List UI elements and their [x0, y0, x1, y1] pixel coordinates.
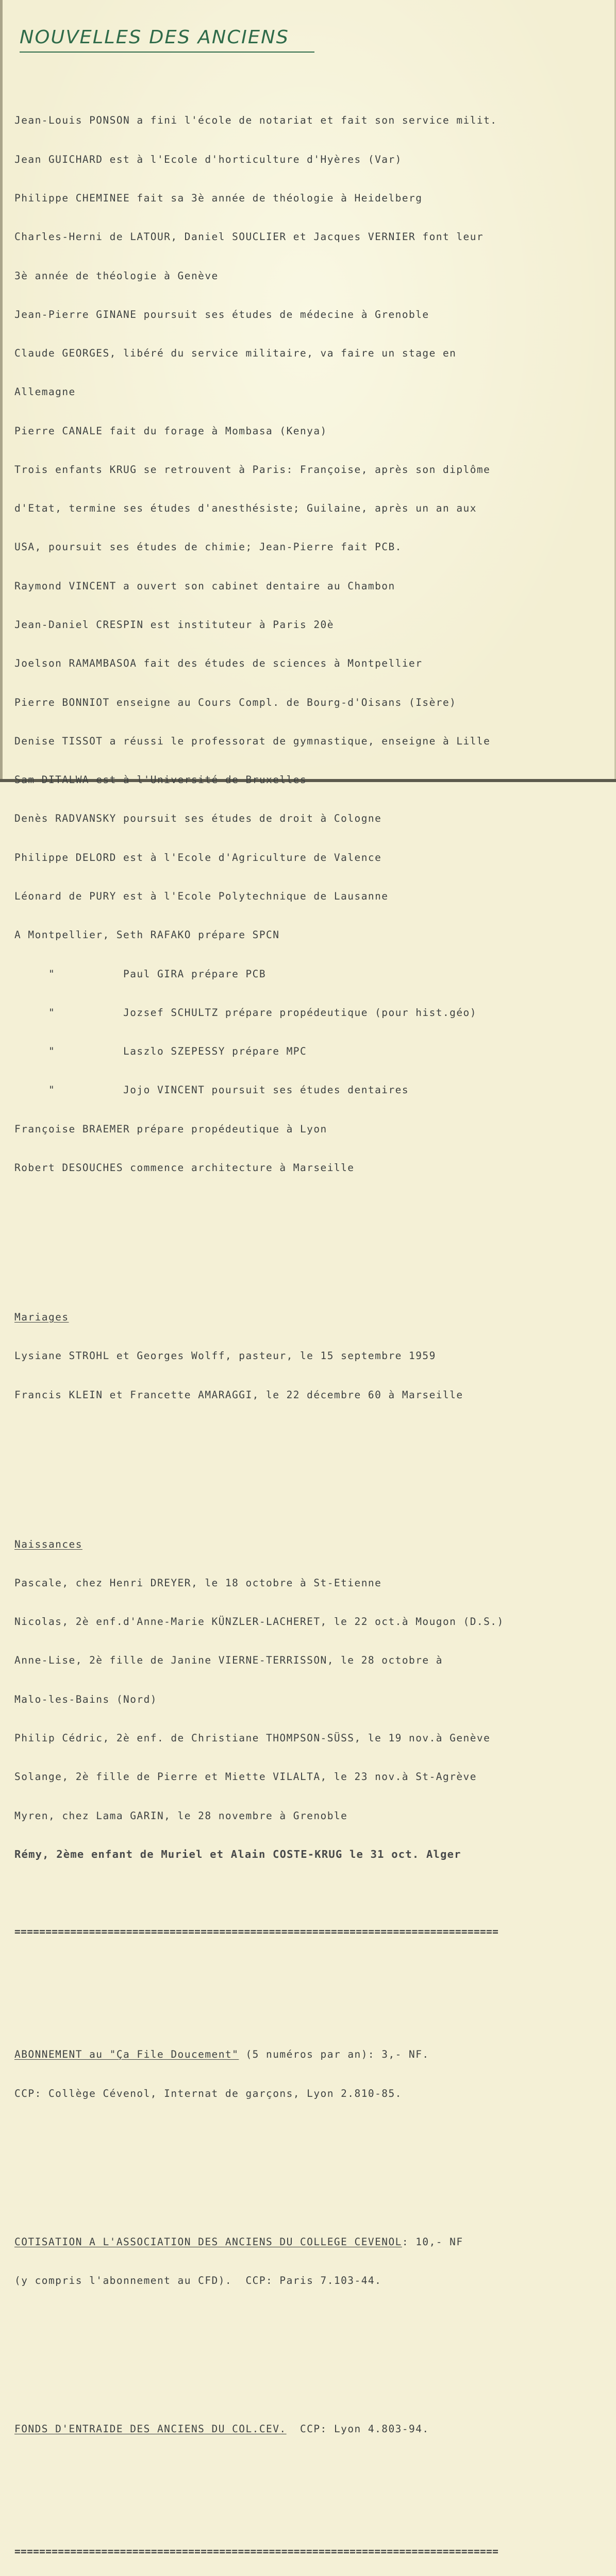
title-block — [20, 27, 290, 48]
news-line: " Laszlo SZEPESSY prépare MPC — [14, 1045, 307, 1058]
news-line: " Paul GIRA prépare PCB — [14, 968, 267, 980]
news-line: Robert DESOUCHES commence architecture à Marseille — [14, 1161, 355, 1174]
naissance-line: Pascale, chez Henri DREYER, le 18 octobre à St-Etienne — [14, 1577, 382, 1589]
news-line: 3è année de théologie à Genève — [14, 269, 219, 282]
news-line: Philippe DELORD est à l'Ecole d'Agriculture de Valence — [14, 851, 382, 863]
abonnement-price: (5 numéros par an): 3,- NF. — [239, 2048, 429, 2061]
abonnement-line — [14, 2048, 607, 2061]
news-line: Léonard de PURY est à l'Ecole Polytechnique de Lausanne — [14, 890, 389, 902]
spacer — [14, 2500, 607, 2506]
naissance-line: Nicolas, 2è enf.d'Anne-Marie KÜNZLER-LACHERET, le 22 oct.à Mougon (D.S.) — [14, 1616, 504, 1628]
news-line: Joelson RAMAMBASOA fait des études de sciences à Montpellier — [14, 657, 423, 670]
naissance-line: Malo-les-Bains (Nord) — [14, 1693, 157, 1705]
news-line: Pierre BONNIOT enseigne au Cours Compl. de Bourg-d'Oisans (Isère) — [14, 696, 457, 708]
abonnement-label: ABONNEMENT au "Ça File Doucement" — [14, 2048, 239, 2061]
mariage-line: Francis KLEIN et Francette AMARAGGI, le 22 décembre 60 à Marseille — [14, 1388, 463, 1401]
news-line: Trois enfants KRUG se retrouvent à Paris: Françoise, après son diplôme — [14, 463, 491, 476]
news-line: Françoise BRAEMER prépare propédeutique à Lyon — [14, 1123, 327, 1135]
separator-rule: ============================================================================== — [14, 1926, 499, 1938]
naissance-line: Philip Cédric, 2è enf. de Christiane THOMPSON-SÜSS, le 19 nov.à Genève — [14, 1732, 491, 1744]
title-underline — [20, 52, 314, 53]
spacer — [14, 2164, 607, 2171]
naissance-line: Myren, chez Lama GARIN, le 28 novembre à Grenoble — [14, 1809, 348, 1822]
spacer — [14, 1239, 607, 1246]
separator-rule-bottom: ============================================================================== — [14, 2545, 499, 2557]
abonnement-block — [14, 2022, 607, 2126]
news-line: " Jojo VINCENT poursuit ses études dentaires — [14, 1084, 409, 1096]
fonds-ccp: CCP: Lyon 4.803-94. — [286, 2422, 429, 2435]
naissance-line: Solange, 2è fille de Pierre et Miette VILALTA, le 23 nov.à St-Agrève — [14, 1771, 477, 1783]
news-line: USA, poursuit ses études de chimie; Jean-Pierre fait PCB. — [14, 541, 402, 553]
news-list — [14, 88, 607, 1200]
news-line: Raymond VINCENT a ouvert son cabinet dentaire au Chambon — [14, 580, 395, 592]
news-line: Sam DITALWA est à l'Université de Bruxelles — [14, 774, 307, 786]
abonnement-ccp: CCP: Collège Cévenol, Internat de garçons, Lyon 2.810-85. — [14, 2087, 402, 2099]
cotisation-ccp: (y compris l'abonnement au CFD). CCP: Paris 7.103-44. — [14, 2274, 382, 2286]
news-line: Claude GEORGES, libéré du service militaire, va faire un stage en — [14, 347, 457, 360]
page-title: NOUVELLES DES ANCIENS — [20, 27, 290, 48]
cotisation-label: COTISATION A L'ASSOCIATION DES ANCIENS DU COLLEGE CEVENOL — [14, 2235, 402, 2248]
typed-text-block — [14, 62, 607, 2576]
naissance-addendum: Rémy, 2ème enfant de Muriel et Alain COSTE-KRUG le 31 oct. Alger — [14, 1848, 461, 1860]
naissances-section — [14, 1512, 607, 1887]
news-line: Jean-Pierre GINANE poursuit ses études de médecine à Grenoble — [14, 308, 429, 320]
naissances-heading: Naissances — [14, 1538, 82, 1550]
fonds-line — [14, 2422, 607, 2435]
fonds-block — [14, 2397, 607, 2461]
news-line: Charles-Herni de LATOUR, Daniel SOUCLIER et Jacques VERNIER font leur — [14, 231, 484, 243]
news-line: Denise TISSOT a réussi le professorat de gymnastique, enseigne à Lille — [14, 735, 491, 747]
fonds-label: FONDS D'ENTRAIDE DES ANCIENS DU COL.CEV. — [14, 2422, 287, 2435]
news-line: Philippe CHEMINEE fait sa 3è année de théologie à Heidelberg — [14, 192, 423, 204]
mariages-heading: Mariages — [14, 1311, 69, 1323]
mariage-line: Lysiane STROHL et Georges Wolff, pasteur, le 15 septembre 1959 — [14, 1350, 436, 1362]
cotisation-line — [14, 2235, 607, 2248]
news-line: d'Etat, termine ses études d'anesthésiste; Guilaine, après un an aux — [14, 502, 477, 515]
mariages-section — [14, 1285, 607, 1427]
spacer — [14, 1977, 607, 1984]
news-line: Jean-Louis PONSON a fini l'école de notariat et fait son service milit. — [14, 114, 497, 127]
news-line: Jean-Daniel CRESPIN est instituteur à Paris 20è — [14, 619, 334, 631]
cotisation-amount: : 10,- NF — [402, 2235, 463, 2248]
cotisation-block — [14, 2209, 607, 2313]
news-line: " Jozsef SCHULTZ prépare propédeutique (pour hist.géo) — [14, 1006, 477, 1019]
page-edge-left — [0, 0, 3, 782]
naissance-line: Anne-Lise, 2è fille de Janine VIERNE-TERRISSON, le 28 octobre à — [14, 1654, 443, 1667]
news-line: Pierre CANALE fait du forage à Mombasa (Kenya) — [14, 425, 327, 437]
news-line: Allemagne — [14, 386, 76, 398]
news-line: Denès RADVANSKY poursuit ses études de droit à Cologne — [14, 812, 382, 825]
news-line: Jean GUICHARD est à l'Ecole d'horticulture d'Hyères (Var) — [14, 153, 402, 165]
spacer — [14, 1466, 607, 1473]
news-line: A Montpellier, Seth RAFAKO prépare SPCN — [14, 929, 280, 941]
spacer — [14, 2351, 607, 2358]
